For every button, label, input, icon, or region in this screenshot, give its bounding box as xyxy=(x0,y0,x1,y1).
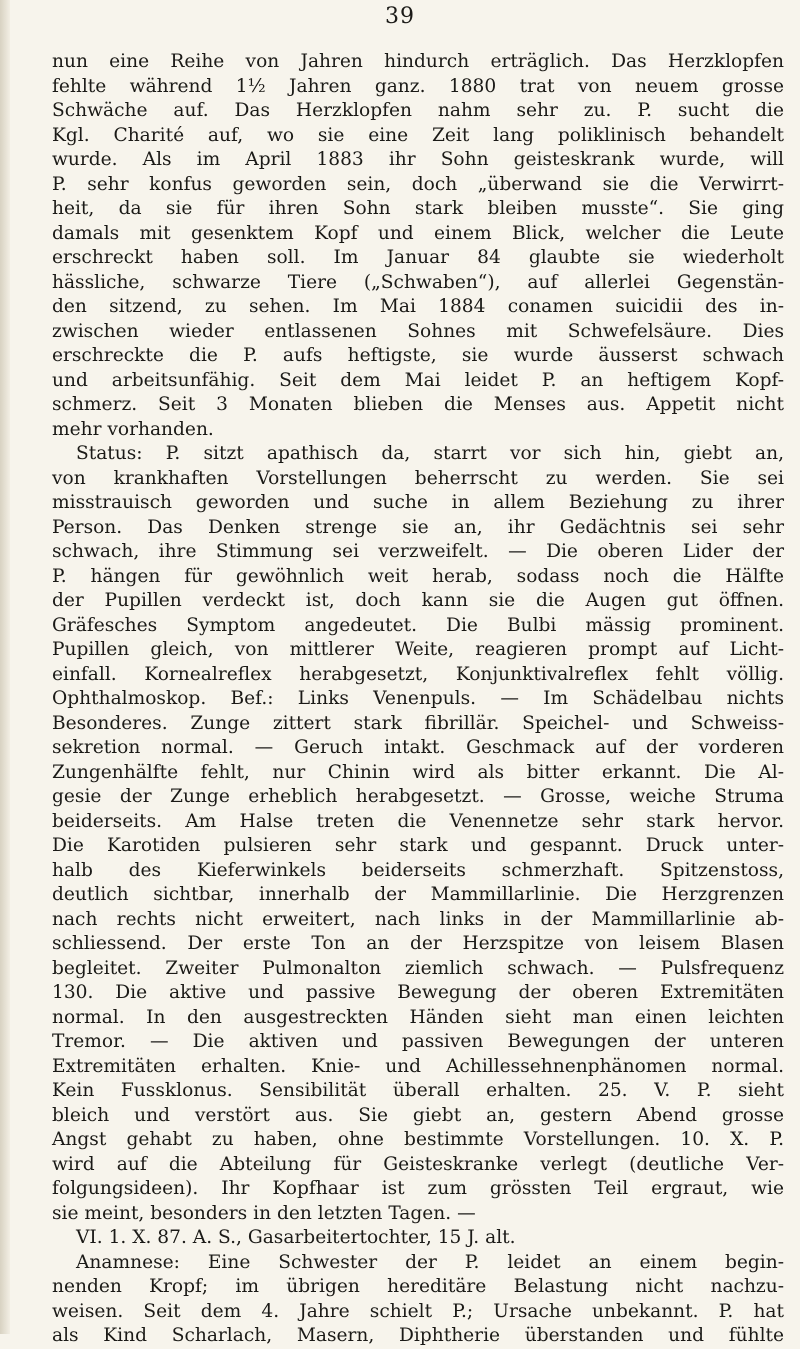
text-line: deutlich sichtbar, innerhalb der Mammillarlinie. Die Herzgrenzen xyxy=(52,884,784,905)
text-line: Zungenhälfte fehlt, nur Chinin wird als bitter erkannt. Die Al- xyxy=(52,761,784,783)
text-line: als Kind Scharlach, Masern, Diphtherie überstanden und fühlte xyxy=(52,1325,784,1346)
text-line: den sitzend, zu sehen. Im Mai 1884 conamen suicidii des in- xyxy=(52,296,784,317)
text-line: nach rechts nicht erweitert, nach links in der Mammillarlinie ab- xyxy=(52,908,784,930)
text-line: Besonderes. Zunge zittert stark fibrillär. Speichel- und Schweiss- xyxy=(52,712,784,734)
text-line: heit, da sie für ihren Sohn stark bleiben musste“. Sie ging xyxy=(52,198,784,219)
text-line: Die Karotiden pulsieren sehr stark und gespannt. Druck unter- xyxy=(52,835,784,856)
text-line: fehlte während 1½ Jahren ganz. 1880 trat von neuem grosse xyxy=(52,75,784,97)
text-line: gesie der Zunge erheblich herabgesetzt. — Grosse, weiche Struma xyxy=(52,786,784,807)
text-line: schwach, ihre Stimmung sei verzweifelt. — Die oberen Lider der xyxy=(52,541,784,562)
text-line: von krankhaften Vorstellungen beherrscht zu werden. Sie sei xyxy=(52,467,784,489)
text-line: normal. In den ausgestreckten Händen sieht man einen leichten xyxy=(52,1006,784,1028)
page-number: 39 xyxy=(385,4,415,29)
text-line: misstrauisch geworden und suche in allem Beziehung zu ihrer xyxy=(52,492,784,513)
text-line: schliessend. Der erste Ton an der Herzspitze von leisem Blasen xyxy=(52,933,784,954)
text-line: der Pupillen verdeckt ist, doch kann sie die Augen gut öffnen. xyxy=(52,590,784,611)
text-line: nenden Kropf; im übrigen hereditäre Belastung nicht nachzu- xyxy=(52,1276,784,1297)
text-line: mehr vorhanden. xyxy=(52,418,214,440)
text-line: Angst gehabt zu haben, ohne bestimmte Vorstellungen. 10. X. P. xyxy=(52,1129,784,1150)
text-line: Person. Das Denken strenge sie an, ihr Gedächtnis sei sehr xyxy=(52,516,784,538)
text-line: P. hängen für gewöhnlich weit herab, sodass noch die Hälfte xyxy=(52,565,784,587)
text-line: VI. 1. X. 87. A. S., Gasarbeitertochter, 15 J. alt. xyxy=(76,1227,516,1248)
page-binding-edge xyxy=(0,0,10,1334)
text-line: Schwäche auf. Das Herzklopfen nahm sehr zu. P. sucht die xyxy=(52,100,784,121)
text-line: P. sehr konfus geworden sein, doch „überwand sie die Verwirrt- xyxy=(52,173,784,195)
text-line: Pupillen gleich, von mittlerer Weite, reagieren prompt auf Licht- xyxy=(52,639,784,660)
text-line: schmerz. Seit 3 Monaten blieben die Menses aus. Appetit nicht xyxy=(52,394,784,415)
text-line: folgungsideen). Ihr Kopfhaar ist zum grössten Teil ergraut, wie xyxy=(52,1178,784,1199)
text-line: erschreckt haben soll. Im Januar 84 glaubte sie wiederholt xyxy=(52,247,784,268)
text-line: erschreckte die P. aufs heftigste, sie wurde äusserst schwach xyxy=(52,345,784,366)
text-line: sie meint, besonders in den letzten Tagen. — xyxy=(52,1202,476,1224)
text-line: wird auf die Abteilung für Geisteskranke verlegt (deutliche Ver- xyxy=(52,1153,784,1175)
text-line: Kein Fussklonus. Sensibilität überall erhalten. 25. V. P. sieht xyxy=(52,1080,784,1101)
text-line: wurde. Als im April 1883 ihr Sohn geisteskrank wurde, will xyxy=(52,149,784,170)
text-line: halb des Kieferwinkels beiderseits schmerzhaft. Spitzenstoss, xyxy=(52,859,784,881)
text-line: beiderseits. Am Halse treten die Venennetze sehr stark hervor. xyxy=(52,810,784,832)
text-line: Status: P. sitzt apathisch da, starrt vor sich hin, giebt an, xyxy=(76,443,784,464)
text-line: einfall. Kornealreflex herabgesetzt, Konjunktivalreflex fehlt völlig. xyxy=(52,663,784,685)
text-line: Extremitäten erhalten. Knie- und Achillessehnenphänomen normal. xyxy=(52,1055,784,1077)
text-line: damals mit gesenktem Kopf und einem Blick, welcher die Leute xyxy=(52,222,784,244)
text-line: zwischen wieder entlassenen Sohnes mit Schwefelsäure. Dies xyxy=(52,320,784,342)
text-line: und arbeitsunfähig. Seit dem Mai leidet P. an heftigem Kopf- xyxy=(52,369,784,391)
text-line: nun eine Reihe von Jahren hindurch erträglich. Das Herzklopfen xyxy=(52,51,784,72)
text-line: Kgl. Charité auf, wo sie eine Zeit lang poliklinisch behandelt xyxy=(52,124,784,146)
text-line: bleich und verstört aus. Sie giebt an, gestern Abend grosse xyxy=(52,1104,784,1126)
text-line: begleitet. Zweiter Pulmonalton ziemlich schwach. — Pulsfrequenz xyxy=(52,957,784,979)
text-line: weisen. Seit dem 4. Jahre schielt P.; Ursache unbekannt. P. hat xyxy=(52,1300,784,1322)
text-line: 130. Die aktive und passive Bewegung der oberen Extremitäten xyxy=(52,982,784,1003)
body-text xyxy=(52,50,784,1349)
text-line: Anamnese: Eine Schwester der P. leidet an einem begin- xyxy=(76,1251,784,1273)
text-line: sekretion normal. — Geruch intakt. Geschmack auf der vorderen xyxy=(52,737,784,758)
text-line: Gräfesches Symptom angedeutet. Die Bulbi mässig prominent. xyxy=(52,614,784,636)
text-line: Ophthalmoskop. Bef.: Links Venenpuls. — Im Schädelbau nichts xyxy=(52,688,784,709)
text-line: hässliche, schwarze Tiere („Schwaben“), auf allerlei Gegenstän- xyxy=(52,271,784,293)
text-line: Tremor. — Die aktiven und passiven Bewegungen der unteren xyxy=(52,1031,784,1052)
